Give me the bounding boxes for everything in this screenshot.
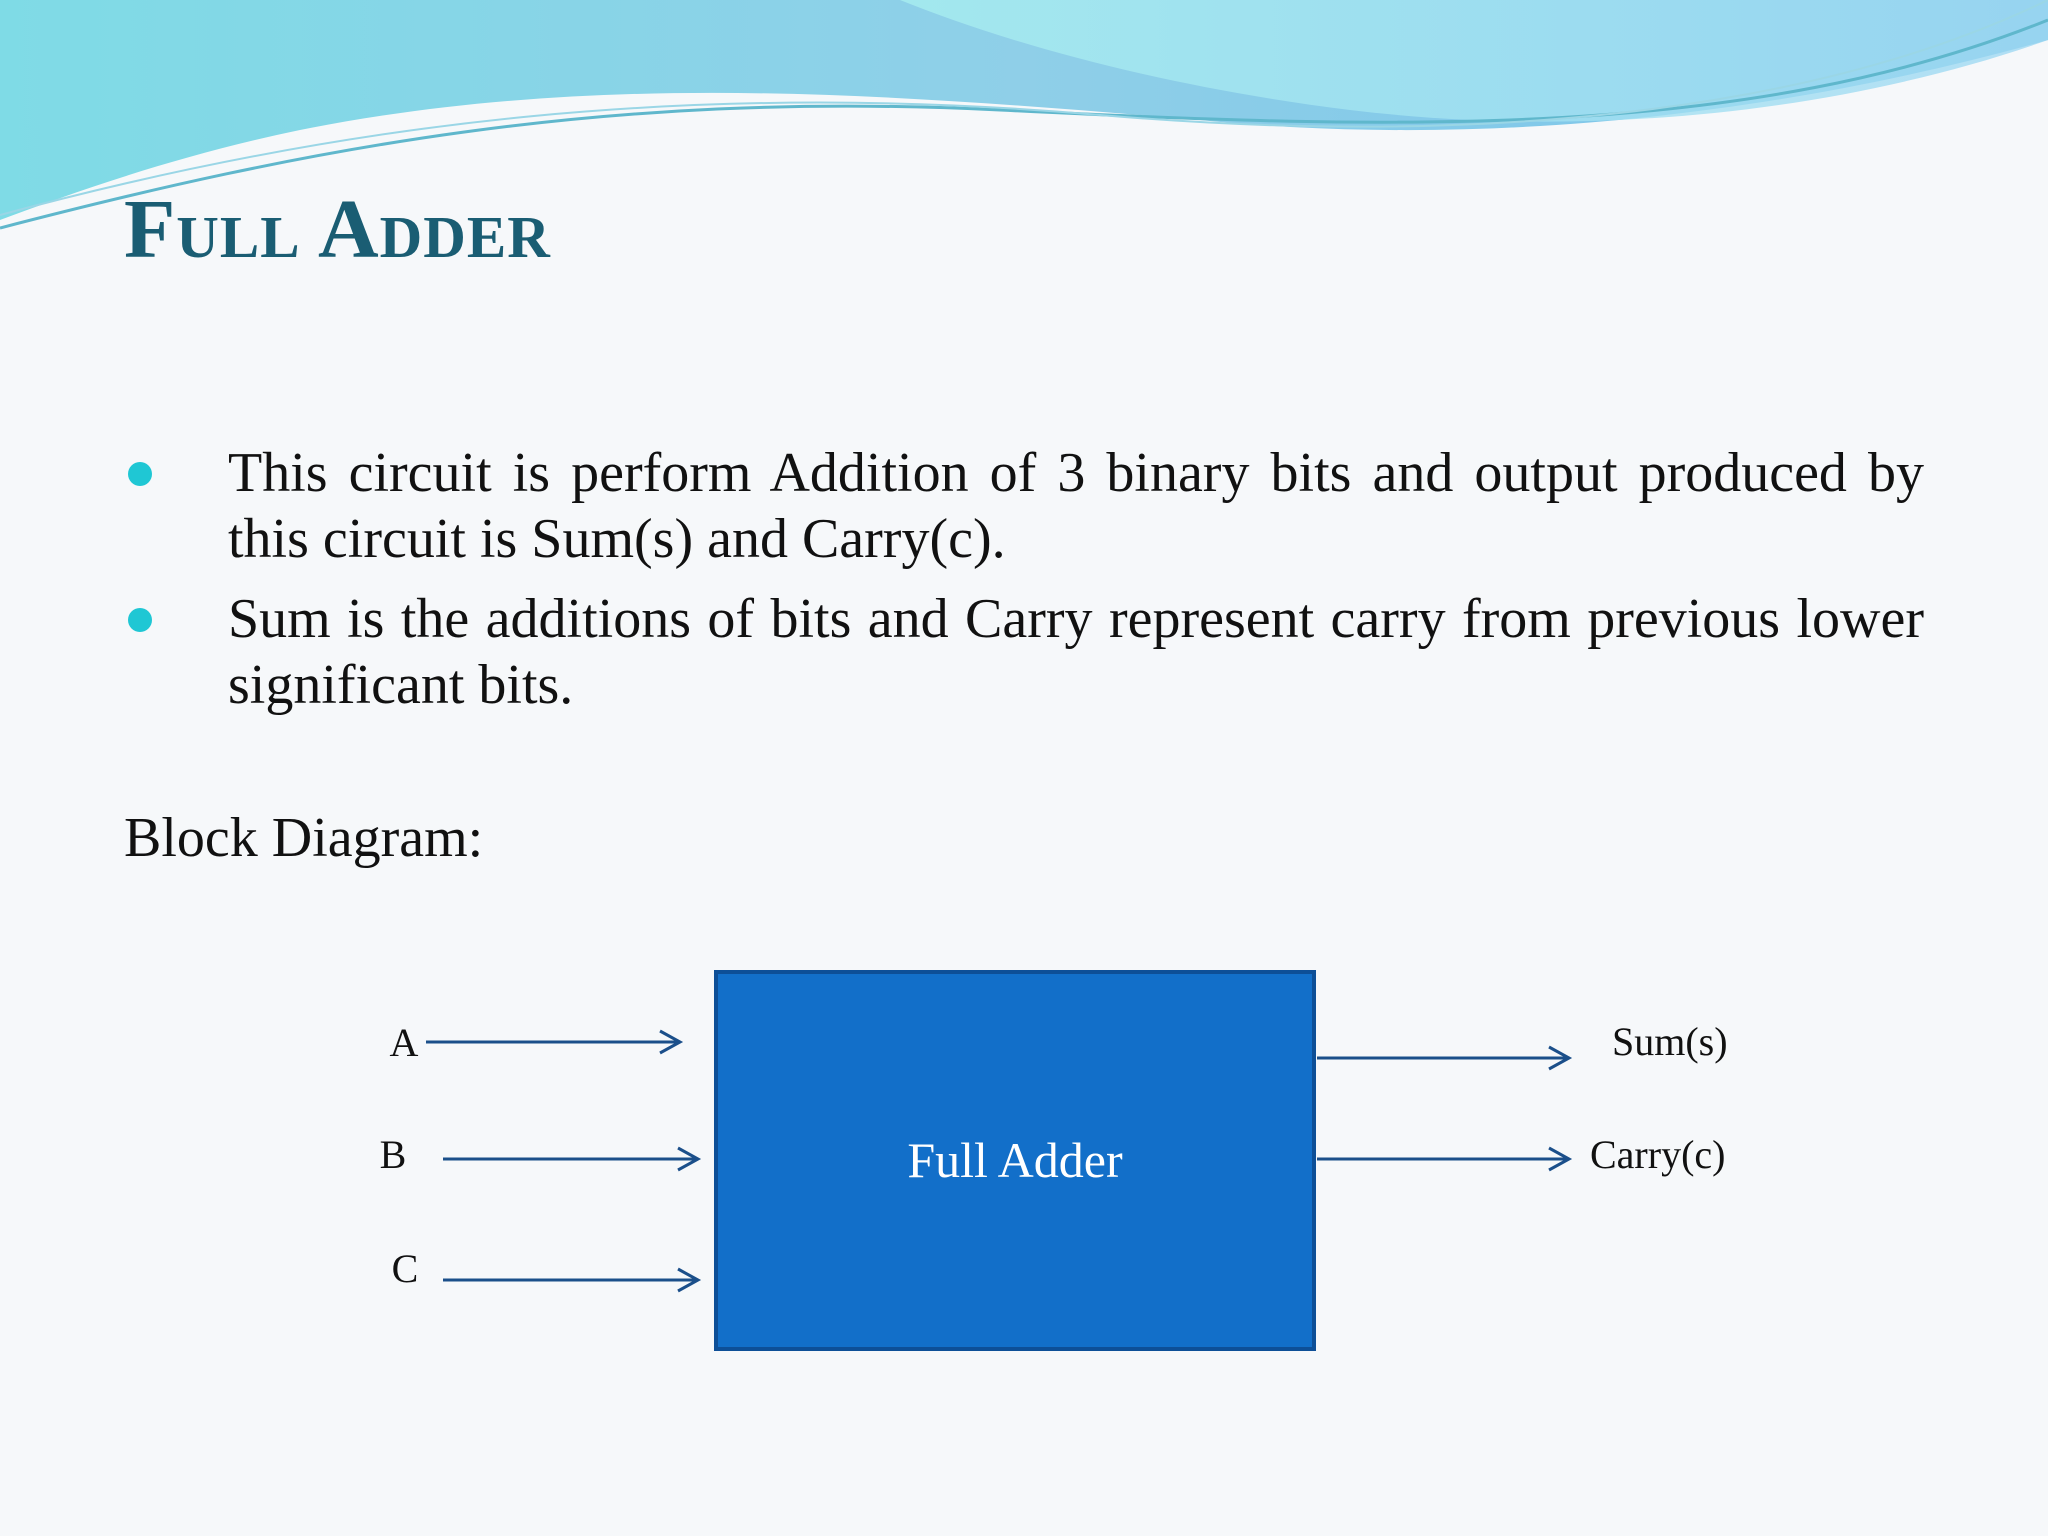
input-label-b: B — [379, 1132, 407, 1177]
bullet-text: This circuit is perform Addition of 3 binary bits and output produced by this circuit is Sum(s) and Carry(c). — [228, 442, 1924, 570]
input-label-a: A — [389, 1020, 419, 1065]
input-arrow-c — [443, 1269, 698, 1291]
bullet-text: Sum is the additions of bits and Carry represent carry from previous lower significant bits. — [228, 588, 1924, 716]
full-adder-block-label: Full Adder — [907, 1132, 1123, 1188]
output-arrow-sum — [1317, 1047, 1569, 1069]
output-label-carry: Carry(c) — [1590, 1132, 1726, 1177]
slide-title: Full Adder — [124, 183, 551, 276]
output-arrow-carry — [1317, 1148, 1569, 1170]
block-diagram-label: Block Diagram: — [124, 807, 484, 869]
input-label-c: C — [391, 1246, 419, 1291]
input-arrow-b — [443, 1148, 698, 1170]
input-arrow-a — [426, 1031, 680, 1053]
output-label-sum: Sum(s) — [1612, 1019, 1728, 1064]
